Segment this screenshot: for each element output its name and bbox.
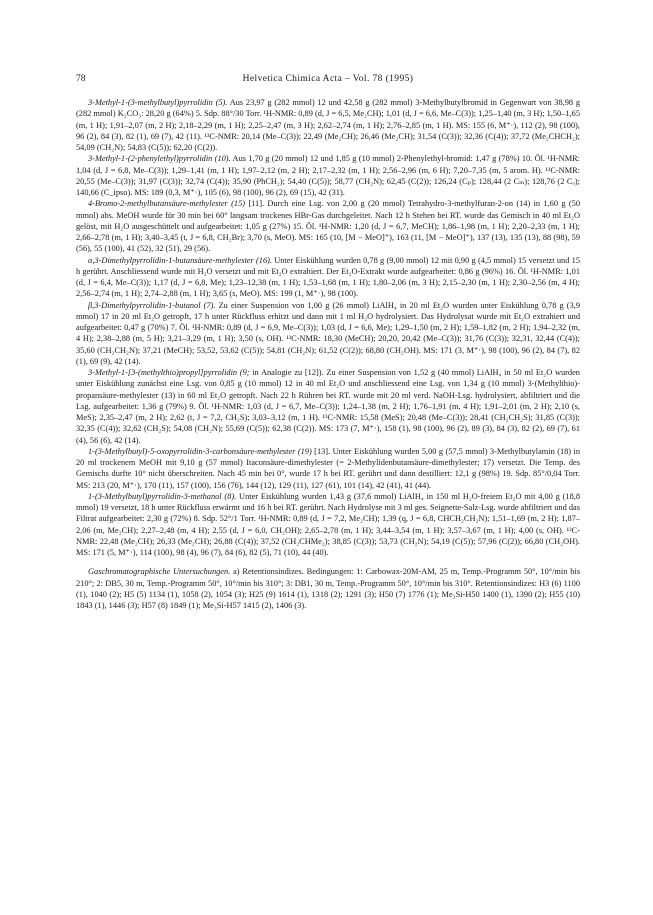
paragraph-title: 1-(3-Methylbutyl)pyrrolidin-3-methanol (8).: [88, 491, 237, 501]
paragraph-compound-8: [76, 491, 580, 559]
paragraph-text: Aus 1,70 g (20 mmol) 12 und 1,85 g (10 mmol) 2-Phenylethyl-bromid: 1,47 g (78%) 10. Öl. ¹H-NMR: 1,04 (d, J = 6,8, Me–C(3)); 1,29–1,41 (m, 1 H); 1,97–2,12 (m, 2 H); 2,17–2,32 (m, 1 H); 2,56–2,96 (m, 6 H); 7,20–7,35 (m, 5 arom. H). ¹³C-NMR: 20,55 (Me–C(3)); 31,97 (C(3)); 32,74 (C(4)); 35,90 (PhCH₂); 54,40 (C(5)); 58,77 (CH₂N); 62,45 (C(2)); 126,24 (Cₚ); 128,44 (2 Cₘ); 128,76 (2 Cₒ); 140,66 (C_ipso). MS: 189 (0,3, M⁺·), 105 (6), 98 (100), 96 (2), 69 (15), 42 (31).: [76, 154, 580, 197]
paragraph-compound-5: [76, 97, 580, 153]
paragraph-title: 3-Methyl-1-(3-methylbutyl)pyrrolidin (5).: [88, 98, 228, 107]
paragraph-gc-analysis: [76, 566, 580, 611]
paragraph-compound-9: [76, 367, 580, 446]
running-header: [76, 74, 580, 88]
paragraph-compound-7: [76, 300, 580, 368]
paragraph-text: [13]. Unter Eiskühlung wurden 5,00 g (57,5 mmol) 3-Methylbutylamin (18) in 20 ml trockenem MeOH mit 9,10 g (57 mmol) Itaconsäure-dimethylester (= 2-Methylidenbutansäure-dimethylester; 17) versetzt. Die Temp. des Gemischs durfte 10° nicht überschreiten. Nach 45 min bei 0°, wurde 17 h bei RT. gerührt und dann destilliert: 12,1 g (98%) 19. Sdp. 85°/0,04 Torr. MS: 213 (20, M⁺·), 170 (11), 157 (100), 156 (76), 144 (12), 129 (11), 127 (61), 101 (14), 42 (41), 41 (44).: [76, 446, 580, 490]
paragraph-compound-15: [76, 198, 580, 254]
paragraph-title: β,3-Dimethylpyrrolidin-1-butanol (7).: [88, 300, 216, 310]
paragraph-text: [11]. Durch eine Lsg. von 2,00 g (20 mmol) Tetrahydro-3-methylfuran-2-on (14) in 1,60 g (50 mmol) abs. MeOH wurde für 30 min bei 60° langsam trockenes HBr-Gas durchgeleitet. Nach 12 h Stehen bei RT. wurde das Gemisch in 40 ml Et₂O gelöst, mit H₂O ausgeschüttelt und aufgearbeitet: 1,05 g (27%) 15. Öl. ¹H-NMR: 1,20 (d, J = 6,7, MeCH); 1,86–1,98 (m, 1 H); 2,20–2,33 (m, 1 H); 2,66–2,78 (m, 1 H); 3,40–3,45 (t, J = 6,8, CH₂Br); 3,70 (s, MeO). MS: 165 (10, [M − MeO]⁺), 163 (11, [M − MeO]⁺), 137 (13), 135 (13), 88 (98), 59 (56), 55 (100), 41 (52), 32 (51), 29 (56).: [76, 199, 580, 254]
paragraph-title: 1-(3-Methylbutyl)-5-oxopyrrolidin-3-carbonsäure-methylester (19): [88, 446, 312, 456]
paragraph-text: Unter Eiskühlung wurden 1,43 g (37,6 mmol) LiAlH₄ in 150 ml H₂O-freiem Et₂O mit 4,00 g (18,8 mmol) 19 versetzt, 18 h unter Rückfluss erwärmt und 16 h bei RT. gerührt. Nach Hydrolyse mit 3 ml ges. Seignette-Salz-Lsg. wurde abfiltriert und das Filtrat aufgearbeitet: 2,30 g (72%) 8. Sdp. 52°/1 Torr. ¹H-NMR: 0,89 (d, J = 7,2, Me₂CH); 1,39 (q, J = 6,8, CHCH₂CH₂N); 1,51–1,69 (m, 2 H); 1,87–2,06 (m, Me₂CH); 2,27–2,48 (m, 4 H); 2,55 (d, J = 6,0, CH₂OH); 2,65–2,78 (m, 1 H); 3,44–3,54 (m, 1 H); 3,57–3,67 (m, 1 H); 4,00 (s, OH). ¹³C-NMR: 22,48 (Me₂CH); 26,33 (Me₂CH); 26,88 (C(4)); 37,52 (CH₂CHMe₂); 38,85 (C(3)); 53,73 (CH₂N); 54,19 (C(5)); 57,96 (C(2)); 66,80 (CH₂OH). MS: 171 (5, M⁺·), 114 (100), 98 (4), 96 (7), 84 (6), 82 (5), 71 (10), 44 (40).: [76, 491, 580, 557]
paragraph-title: 4-Bromo-2-methylbutansäure-methylester (15): [88, 199, 246, 209]
paragraph-text: Zu einer Suspension von 1,00 g (26 mmol) LiAlH₄ in 20 ml Et₂O wurden unter Eiskühlung 0,78 g (3,9 mmol) 17 in 20 ml Et₂O getropft, 17 h unter Rückfluss erhitzt und dann mit 1 ml H₂O hydrolysiert. Das Hydrolysat wurde mit Et₂O extrahiert und aufgearbeitet: 0,47 g (70%) 7. Öl. ¹H-NMR: 0,89 (d, J = 6,9, Me–C(3)); 1,03 (d, J = 6,6, Me); 1,29–1,50 (m, 2 H); 1,59–1,82 (m, 2 H); 1,94–2,32 (m, 4 H); 2,38–2,88 (m, 5 H); 3,21–3,29 (m, 1 H); 3,50 (s, OH). ¹³C-NMR: 18,30 (MeCH); 20,20, 20,42 (Me–C(3)); 31,76 (C(3)); 32,31, 32,44 (C(4)); 35,60 (CH₂CH₂N); 37,21 (MeCH); 53,52, 53,62 (C(5)); 54,81 (CH₂N); 61,52 (C(2)); 68,80 (CH₂OH). MS: 171 (3, M⁺·), 98 (100), 96 (2), 84 (7), 82 (1), 69 (9), 42 (14).: [76, 300, 580, 366]
paragraph-title: 3-Methyl-1-[3-(methylthio)propyl]pyrrolidin (9;: [88, 368, 250, 377]
paragraph-title: α,3-Dimethylpyrrolidin-1-butansäure-methylester (16).: [88, 255, 272, 265]
paragraph-compound-19: [76, 446, 580, 491]
paragraph-title: Gaschromatographische Untersuchungen.: [88, 567, 231, 577]
paragraph-compound-10: [76, 153, 580, 198]
journal-title: Helvetica Chimica Acta – Vol. 78 (1995): [242, 74, 414, 84]
paragraph-text: Aus 23,97 g (282 mmol) 12 und 42,58 g (282 mmol) 3-Methylbutylbromid in Gegenwart von 38,98 g (282 mmol) K₂CO₃: 28,20 g (64%) 5. Sdp. 88°/30 Torr. ¹H-NMR: 0,89 (d, J = 6,5, Me₂CH); 1,01 (d, J = 6,6, Me–C(3)); 1,25–1,40 (m, 3 H); 1,50–1,65 (m, 1 H); 1,91–2,07 (m, 2 H); 2,18–2,29 (m, 1 H); 2,25–2,47 (m, 3 H); 2,62–2,74 (m, 1 H); 2,76–2,85 (m, 1 H). MS: 155 (6, M⁺·), 112 (2), 98 (100), 96 (2), 84 (3), 82 (1), 69 (7), 42 (11). ¹³C-NMR: 20,14 (Me–C(3)); 22,49 (Me₂CH); 26,46 (Me₂CH); 31,54 (C(3)); 32,36 (C(4)); 37,72 (Me₂CHCH₂); 54,09 (CH₂N); 54,83 (C(5)); 62,20 (C(2)).: [76, 98, 580, 152]
paragraph-title: 3-Methyl-1-(2-phenylethyl)pyrrolidin (10).: [88, 154, 231, 164]
page-number: 78: [76, 74, 86, 84]
paragraph-text: Unter Eiskühlung wurden 0,78 g (9,00 mmol) 12 mit 0,90 g (4,5 mmol) 15 versetzt und 15 h gerührt. Anschliessend wurde mit H₂O versetzt und mit Et₂O extrahiert. Der Et₂O-Extrakt wurde aufgearbeitet: 0,86 g (96%) 16. Öl. ¹H-NMR: 1,01 (d, J = 6,4, Me–C(3)); 1,17 (d, J = 6,8, Me); 1,23–12,38 (m, 1 H); 1,53–1,68 (m, 1 H); 1,80–2,06 (m, 3 H); 2,15–2,30 (m, 1 H); 2,30–2,56 (m, 4 H); 2,56–2,74 (m, 1 H); 2,74–2,88 (m, 1 H); 3,65 (s, MeO). MS: 199 (1, M⁺·), 98 (100).: [76, 255, 580, 299]
paragraph-compound-16: [76, 255, 580, 300]
article-body: [76, 97, 580, 611]
paragraph-text: a) Retentionsindizes. Bedingungen: 1: Carbowax-20M-AM, 25 m, Temp.-Programm 50°, 10°/min bis 210°; 2: DB5, 30 m, Temp.-Programm 50°, 10°/min bis 310°; 3: DB1, 30 m, Temp.-Programm 50°, 10°/min bis 310°. Retentionsindizes: H3 (6) 1100 (1), 1040 (2); H5 (5) 1134 (1), 1058 (2), 1054 (3); H25 (9) 1614 (1), 1318 (2); 1291 (3); H50 (7) 1776 (1); Me₃Si-H50 1400 (1), 1390 (2); H55 (10) 1843 (1), 1446 (3); H57 (8) 1849 (1); Me₃Si-H57 1415 (2), 1406 (3).: [76, 567, 580, 610]
paragraph-text: in Analogie zu [12]). Zu einer Suspension von 1,52 g (40 mmol) LiAlH₄ in 50 ml Et₂O wurden unter Eiskühlung zunächst eine Lsg. von 0,85 g (10 mmol) 12 in 40 ml Et₂O und anschliessend eine Lsg. von 1,34 g (10 mmol) 3-(Methylthio)-propansäure-methylester (13) in 60 ml Et₂O getropft. Nach 22 h Rühren bei RT. wurde mit 20 ml verd. NaOH-Lsg. hydrolysiert, abfiltriert und die Lsg. aufgearbeitet: 1,36 g (79%) 9. Öl. ¹H-NMR: 1,03 (d, J = 6,7, Me–C(3)); 1,24–1,38 (m, 2 H); 1,76–1,91 (m, 4 H); 1,91–2,01 (m, 2 H); 2,10 (s, MeS); 2,35–2,47 (m, 2 H); 2,62 (t, J = 7,2, CH₂S); 3,03–3,12 (m, 1 H). ¹³C-NMR: 15,58 (MeS); 20,48 (Me–C(3)); 28,41 (CH₂CH₂S); 31,85 (C(3)); 32,35 (C(4)); 32,62 (CH₂S); 54,08 (CH₂N); 55,69 (C(5)); 62,38 (C(2)). MS: 173 (7, M⁺·), 158 (1), 98 (100), 96 (2), 89 (3), 84 (3), 82 (2), 69 (7), 61 (4), 56 (6), 42 (14).: [76, 368, 580, 445]
